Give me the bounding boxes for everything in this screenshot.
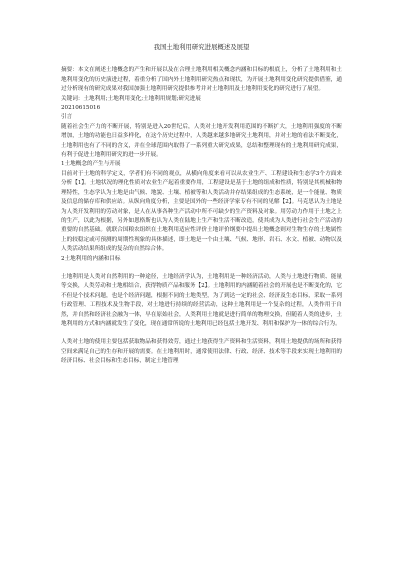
abstract: 摘要：本文在阐述土地概念的产生和开展以及在合理土地利用相关概念内涵和目标的根底上，分析了土地利用和土地利用变化的历史演进过程，着重分析了国内外土地利用研究热点和现状，为开展土地利用变化研究提供借鉴，通过分析现有的研究成果对我国加强土地利用研究提供参考并对土地利用及土地利用变化的研究进行了展望。	[61, 67, 342, 93]
intro-paragraph: 随着社会生产力的不断开展，特别是进入20世纪后，人类对土地开发利用范围的不断扩大，土地利用强度的不断增加，土地的功能也日益多样化，在这个历史过程中，人类越来越多地研究土地利用，并对土地的看法不断变化，土地利用也有了不同的含义，并在全球范围内取得了一系列重大研究成果，总结和整理现有的土地利用研究成果，有利于促进土地利用研究的进一步开展。	[61, 123, 342, 159]
document-title: 我国土地利用研究进展概述及展望	[153, 43, 250, 51]
intro-heading: 引言	[61, 114, 73, 121]
document-id: 20210615016	[61, 105, 101, 112]
section-2-heading: 2土地利用的内涵和目标	[61, 255, 121, 262]
section-2-paragraph: 土地利用是人类对自然利用的一种途径，土地经济学认为，土地利用是一种经济活动，人类与土地进行物质、能量等交换，人类劳动和土地相结合，获得物质产品和服务【2】。土地利用的内涵随着社会的开展也是不断变化的，它不但是个技术问题，也是个经济问题，根据不同的土地类型，为了到达一定的社会、经济及生态目标，采取一系列行政管理、工程技术及生物手段，对土地进行持续的经营活动，这种土地利用是一个复杂的过程，人类作用于自然，并自然和经济社会融为一体，早在原始社会，人类利用土地就是进行简单的物理交换，但随着人类的进步，土地利用的方式和内涵就发生了变化，现在通常所说的土地利用已经包括土地开发、利用和保护为一体的综合行为。	[61, 273, 342, 327]
keywords: 关键词：土地利用;土地利用变化;土地利用规划;研究进展	[61, 95, 201, 102]
section-1-paragraph: 目前对于土地的科学定义，学者们有不同的观点，从横向角度来看可以从农业生产、工程建设和生态学3个方面来分析【1】。土地状况的理化性质对农业生产起着重要作用，工程建设是基于土地的组成和性质，特别是其机械和物理特性，生态学认为土地是由气候、地貌、土壤、植被等和人类活动并存结果组成的生态系统，是一个能量、物质及信息的储存库和供应站。从纵向角度分析，主要是国外的一些经济学家专有不同的见解【2】。马克思认为土地是为人类开发利用的劳动对象，是人在从事各种生产活动中所不可缺少的生产资料及对象。用劳动力作用于土地之上的生产，以此为根据，另外如恩格斯也认为人类在陆地上生产和生活不断改造，使其成为人类进行社会生产活动的重要的自然基础。就联合国粮农组织在土地利用适应性评价土地评价纲要中提出土地概念则对生物生存的土地属性上的较稳定或可预测的周期性现象的具体描述，即土地是一个由土壤、气候、地形、岩石、水文、植被、动物以及人类活动结果所组成的复杂的自然综合体。	[61, 170, 342, 253]
section-3-paragraph: 人类对土地的使用主要包括获取物品和获得效劳，通过土地获得生产资料和生活资料，利用土地提供的场所和获得空间来满足自己的生存和开展的需要。在土地利用时，通常使用法律、行政、经济、技术等手段来实现土地利用的经济目标、社会目标和生态目标，制定土地管理	[61, 339, 342, 365]
section-1-heading: 1土地概念的产生与开展	[61, 161, 121, 168]
